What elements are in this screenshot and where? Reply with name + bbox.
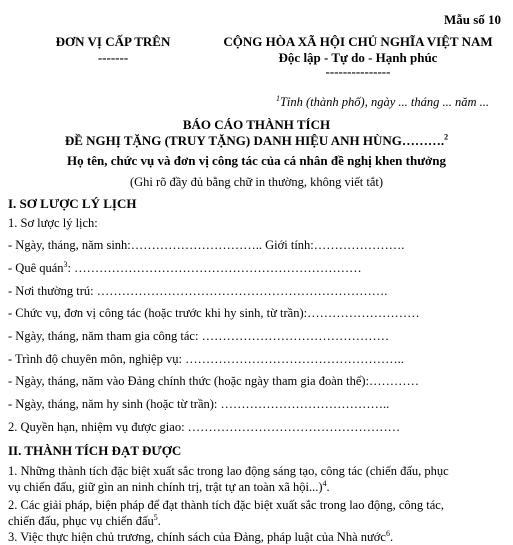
field-party-date: - Ngày, tháng, năm vào Đảng chính thức (hoặc ngày tham gia đoàn thể):………… <box>8 374 420 388</box>
field-work-start: - Ngày, tháng, năm tham gia công tác: ……………………………………… <box>8 329 390 343</box>
achievement-2-line1: 2. Các giải pháp, biện pháp để đạt thành tích đặc biệt xuất sắc trong lao động, công tác, <box>8 498 444 512</box>
section1-sub2: 2. Quyền hạn, nhiệm vụ được giao: …………………………………………… <box>8 420 401 434</box>
national-motto: Độc lập - Tự do - Hạnh phúc <box>278 50 438 65</box>
field-hometown: - Quê quán$^3$: …………………………………………………………… <box>8 259 362 275</box>
achievement-2-line2: chiến đấu, phục vụ chiến đấu$^5$. <box>8 512 161 528</box>
header-left-title: ĐƠN VỊ CẤP TRÊN <box>55 34 171 49</box>
field-position-unit: - Chức vụ, đơn vị công tác (hoặc trước khi hy sinh, từ trần):……………………… <box>8 306 420 320</box>
proposal-title: ĐỀ NGHỊ TẶNG (TRUY TẶNG) DANH HIỆU ANH HÙNG……….$^2$ <box>64 132 449 148</box>
header-left-divider: ------- <box>97 50 129 65</box>
section2-heading: II. THÀNH TÍCH ĐẠT ĐƯỢC <box>8 443 182 458</box>
field-death-date: - Ngày, tháng, năm hy sinh (hoặc từ trần): ………………………………….. <box>8 397 390 411</box>
achievement-3: 3. Việc thực hiện chủ trương, chính sách của Đảng, pháp luật của Nhà nước$^6$. <box>8 528 394 544</box>
section1-heading: I. SƠ LƯỢC LÝ LỊCH <box>8 196 137 211</box>
form-number: Mẫu số 10 <box>443 12 501 27</box>
field-residence: - Nơi thường trú: ……………………………………………………………. <box>8 284 388 298</box>
field-qualification: - Trình độ chuyên môn, nghiệp vụ: …………………………………………….. <box>8 352 404 366</box>
section1-sub1: 1. Sơ lược lý lịch: <box>8 216 98 230</box>
field-birth-gender: - Ngày, tháng, năm sinh:………………………….. Giới tính:…………………. <box>8 238 405 252</box>
achievement-1-line1: 1. Những thành tích đặc biệt xuất sắc trong lao động sáng tạo, công tác (chiến đấu, phục <box>8 464 449 478</box>
person-heading: Họ tên, chức vụ và đơn vị công tác của cá nhân đề nghị khen thưởng <box>67 153 446 168</box>
national-divider: --------------- <box>325 64 391 79</box>
achievement-1-line2: vụ chiến đấu, giữ gìn an ninh chính trị, trật tự an toàn xã hội...)$^4$. <box>8 478 330 494</box>
report-title: BÁO CÁO THÀNH TÍCH <box>182 117 331 132</box>
national-title: CỘNG HÒA XÃ HỘI CHỦ NGHĨA VIỆT NAM <box>223 34 493 49</box>
instruction-note: (Ghi rõ đầy đủ bằng chữ in thường, không viết tắt) <box>129 175 384 189</box>
place-date: $^1$Tỉnh (thành phố), ngày ... tháng ... năm ... <box>275 93 489 109</box>
